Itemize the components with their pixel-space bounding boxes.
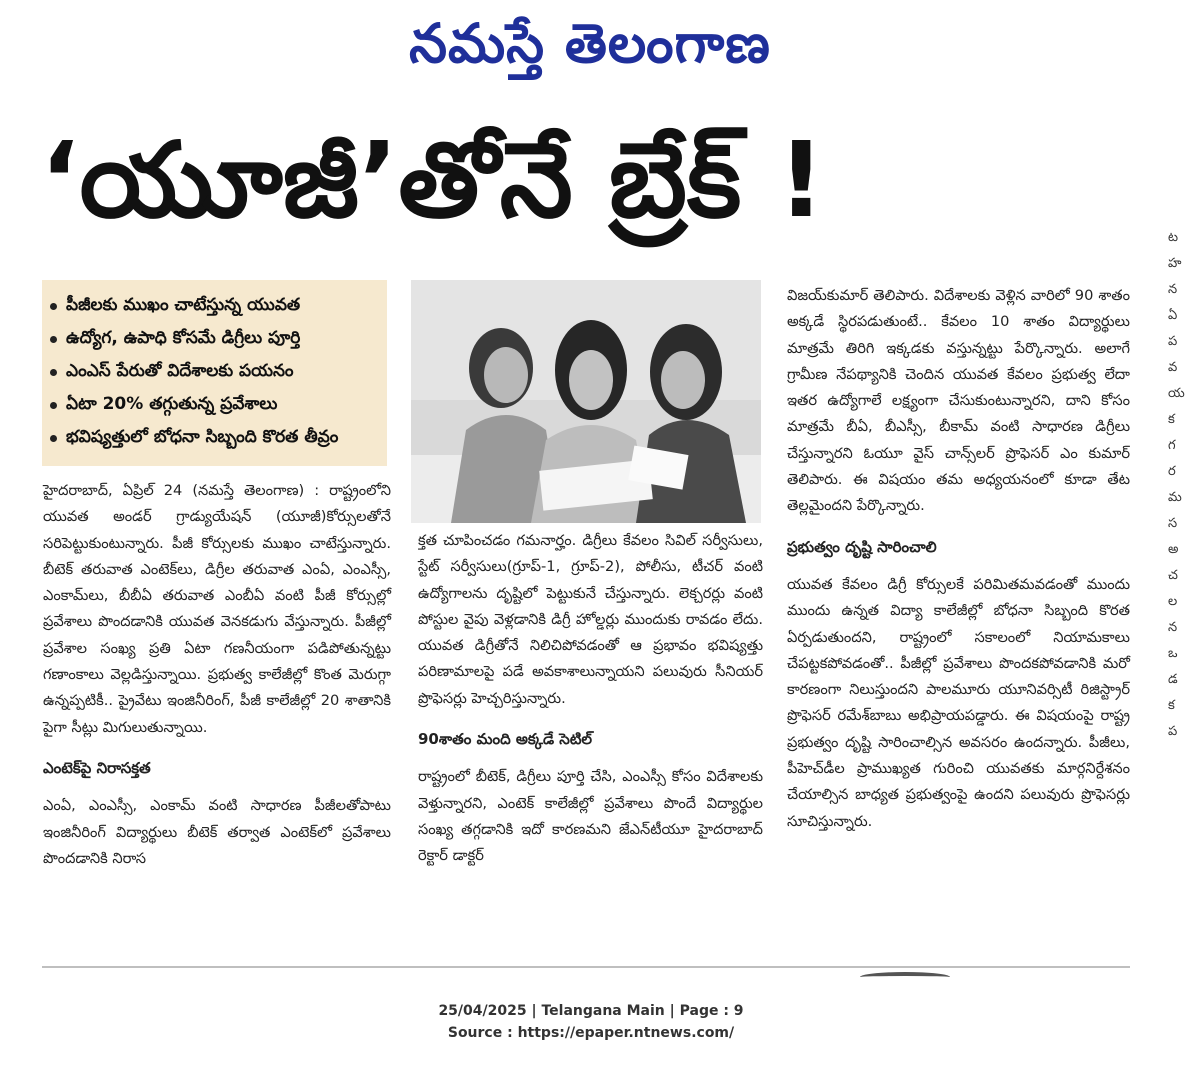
edge-char: న	[1168, 282, 1178, 297]
edge-char: ఒ	[1168, 646, 1178, 661]
edge-char: య	[1168, 386, 1185, 401]
edge-char: క	[1168, 412, 1175, 427]
bullet-dot-icon	[50, 303, 57, 310]
article-paragraph: రాష్ట్రంలో బీటెక్, డిగ్రీలు పూర్తి చేసి, ఎంఎస్సీ కోసం విదేశాలకు వెళ్తున్నారని, ఎంటెక్ కాలేజీల్లో ప్రవేశాలు పొందే విద్యార్థుల సంఖ్య తగ్గడానికి ఇదో కారణమని జేఎన్‌టీయూ హైదరాబాద్ రెక్టార్ డాక్టర్	[418, 768, 763, 865]
edge-char: ట	[1168, 230, 1179, 245]
highlight-text: ఎంఎస్ పేరుతో విదేశాలకు పయనం	[66, 360, 294, 381]
edge-char: న	[1168, 620, 1178, 635]
page-divider	[42, 966, 1130, 968]
highlight-text: పీజీలకు ముఖం చాటేస్తున్న యువత	[66, 294, 301, 315]
highlight-text: ఉద్యోగ, ఉపాధి కోసమే డిగ్రీలు పూర్తి	[66, 327, 301, 348]
article-subheading: 90శాతం మంది అక్కడే సెటిల్	[418, 730, 593, 749]
highlight-text: ఏటా 20% తగ్గుతున్న ప్రవేశాలు	[66, 393, 278, 414]
edge-char: క	[1168, 698, 1175, 713]
edge-char: డ	[1168, 672, 1178, 687]
article-column-1	[43, 478, 391, 872]
edge-char: ల	[1168, 594, 1178, 609]
edge-char: వ	[1168, 360, 1178, 375]
edge-char: హ	[1168, 256, 1182, 271]
next-article-arc	[860, 972, 950, 982]
article-column-2	[418, 528, 763, 870]
highlight-item	[50, 389, 379, 422]
edge-char: ర	[1168, 464, 1176, 479]
edge-char: మ	[1168, 490, 1182, 505]
adjacent-article-edge	[1168, 225, 1185, 845]
edge-char: ప	[1168, 724, 1178, 739]
edge-char: ప	[1168, 334, 1178, 349]
highlight-item	[50, 422, 379, 455]
highlight-item	[50, 356, 379, 389]
article-paragraph: హైదరాబాద్, ఏప్రిల్ 24 (నమస్తే తెలంగాణ) : రాష్ట్రంలోని యువత అండర్ గ్రాడ్యుయేషన్ (యూజీ)కోర్సులతోనే సరిపెట్టుకుంటున్నారు. పీజీ కోర్సులకు ముఖం చాటేస్తున్నారు. బీటెక్ తరువాత ఎంటెక్‌లు, డిగ్రీల తరువాత ఎంఏ, ఎంఎస్సీ, ఎంకామ్‌లు, బీబీఏ తరువాత ఎంబీఏ వంటి పీజీ కోర్సుల్లో ప్రవేశాలు పొందడానికి యువత వెనకడుగు వేస్తున్నారు. పీజీల్లో ప్రవేశాల సంఖ్య ప్రతి ఏటా గణనీయంగా పడిపోతున్నట్టు గణాంకాలు వెల్లడిస్తున్నాయి. ప్రభుత్వ కాలేజీల్లో కొంత మెరుగ్గా ఉన్నప్పటికీ.. ప్రైవేటు ఇంజినీరింగ్, పీజీ కాలేజీల్లో 20 శాతానికి పైగా సీట్లు మిగులుతున్నాయి.	[43, 482, 391, 736]
edge-char: అ	[1168, 542, 1179, 557]
article-paragraph: ఎంఏ, ఎంఎస్సీ, ఎంకామ్ వంటి సాధారణ పీజీలతోపాటు ఇంజినీరింగ్ విద్యార్థులు బీటెక్ తర్వాత ఎంటెక్‌లో ప్రవేశాలు పొందడానికి నిరాస	[43, 797, 391, 867]
bullet-dot-icon	[50, 435, 57, 442]
article-subheading: ప్రభుత్వం దృష్టి సారించాలి	[787, 537, 937, 556]
article-headline: ‘యూజీ’తోనే బ్రేక్ !	[40, 119, 825, 241]
edge-char: స	[1168, 516, 1178, 531]
students-studying-photo	[411, 280, 761, 523]
footer-date-page: 25/04/2025 | Telangana Main | Page : 9	[438, 1003, 744, 1019]
edge-char: గ	[1168, 438, 1176, 453]
bullet-dot-icon	[50, 369, 57, 376]
photo-illustration	[411, 280, 761, 523]
footer-source[interactable]: Source : https://epaper.ntnews.com/	[447, 1025, 735, 1041]
newspaper-masthead: నమస్తే తెలంగాణ	[409, 11, 771, 75]
article-column-3	[787, 283, 1130, 835]
article-paragraph: క్తత చూపించడం గమనార్హం. డిగ్రీలు కేవలం సివిల్ సర్వీసులు, స్టేట్ సర్వీసులు(గ్రూప్-1, గ్రూప్-2), పోలీసు, టీచర్ వంటి ఉద్యోగాలను దృష్టిలో పెట్టుకునే చేస్తున్నారు. లెక్చరర్లు వంటి పోస్టుల వైపు వెళ్లడానికి డిగ్రీ హోల్డర్లు ముందుకు రావడం లేదు. యువత డిగ్రీతోనే నిలిచిపోవడంతో ఆ ప్రభావం భవిష్యత్తు పరిణామాలపై పడే అవకాశాలున్నాయని పలువురు సీనియర్ ప్రొఫెసర్లు హెచ్చరిస్తున్నారు.	[418, 532, 763, 707]
bullet-dot-icon	[50, 336, 57, 343]
highlight-text: భవిష్యత్తులో బోధనా సిబ్బంది కొరత తీవ్రం	[66, 426, 339, 447]
article-subheading: ఎంటెక్‌పై నిరాసక్తత	[43, 758, 151, 777]
article-paragraph: విజయ్‌కుమార్ తెలిపారు. విదేశాలకు వెళ్లిన వారిలో 90 శాతం అక్కడే స్థిరపడుతుంటే.. కేవలం 10 శాతం విద్యార్థులు మాత్రమే తిరిగి ఇక్కడకు వస్తున్నట్టు పేర్కొన్నారు. అలాగే గ్రామీణ నేపథ్యానికి చెందిన యువత కేవలం ప్రభుత్వ లేదా ఇతర ఉద్యోగాలే లక్ష్యంగా చేసుకుంటున్నారని, దాని కోసం మాత్రమే బీఏ, బీఎస్సీ, బీకామ్ వంటి సాధారణ డిగ్రీలు చేస్తున్నారని ఓయూ వైస్ చాన్స్‌లర్ ప్రొఫెసర్ ఎం కుమార్ తెలిపారు. ఈ విషయం తమ అధ్యయనంలో కూడా తేట తెల్లమైందని పేర్కొన్నారు.	[787, 287, 1130, 515]
highlight-item	[50, 323, 379, 356]
bullet-dot-icon	[50, 402, 57, 409]
highlights-box	[42, 280, 387, 466]
edge-char: ఏ	[1168, 308, 1178, 323]
edge-char: చ	[1168, 568, 1178, 583]
article-paragraph: యువత కేవలం డిగ్రీ కోర్సులకే పరిమితమవడంతో ముందు ముందు ఉన్నత విద్యా కాలేజీల్లో బోధనా సిబ్బంది కొరత ఏర్పడుతుందని, రాష్ట్రంలో సకాలంలో నియామకాలు చేపట్టకపోవడంతో.. పీజీల్లో ప్రవేశాలు పొందకపోవడానికి మరో కారణంగా నిలుస్తుందని పాలమూరు యూనివర్సిటీ రిజిస్ట్రార్ ప్రొఫెసర్ రమేశ్‌బాబు అభిప్రాయపడ్డారు. ఈ విషయంపై రాష్ట్ర ప్రభుత్వం దృష్టి సారించాల్సిన అవసరం ఉందన్నారు. పీజీలు, పీహెచ్‌డీల ప్రాముఖ్యత గురించి యువతకు మార్గనిర్దేశనం చేయాల్సిన బాధ్యత ప్రభుత్వంపై ఉందని పలువురు ప్రొఫెసర్లు సూచిస్తున్నారు.	[787, 575, 1130, 830]
highlight-item	[50, 290, 379, 323]
